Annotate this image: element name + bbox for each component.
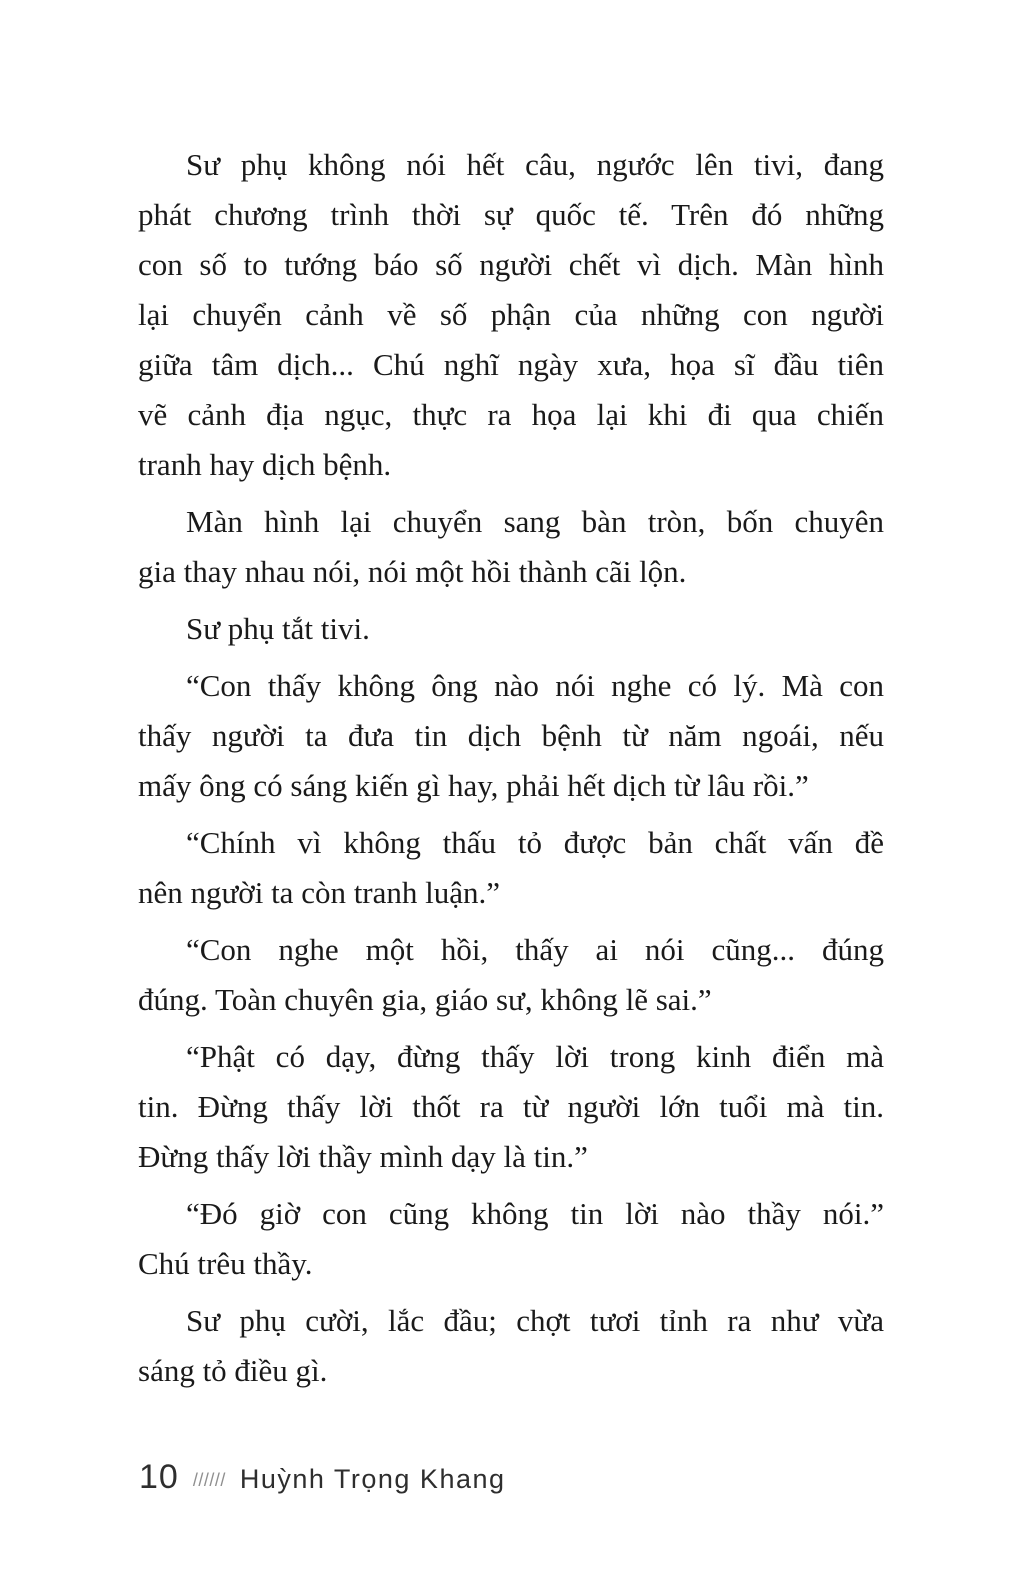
paragraph — [138, 604, 884, 654]
page-number: 10 — [139, 1458, 179, 1496]
text-line: phát chương trình thời sự quốc tế. Trên đó những — [138, 197, 884, 232]
text-line: Chú trêu thầy. — [138, 1246, 313, 1281]
author-name: Huỳnh Trọng Khang — [239, 1464, 506, 1494]
text-line: vẽ cảnh địa ngục, thực ra họa lại khi đi qua chiến — [138, 397, 884, 432]
text-line: “Phật có dạy, đừng thấy lời trong kinh điển mà — [186, 1039, 884, 1074]
slashes-ornament: ////// — [192, 1470, 226, 1490]
text-line: sáng tỏ điều gì. — [138, 1353, 328, 1388]
text-line: tranh hay dịch bệnh. — [138, 447, 392, 482]
text-line: lại chuyển cảnh về số phận của những con người — [138, 297, 884, 332]
text-line: “Đó giờ con cũng không tin lời nào thầy nói.” — [186, 1196, 884, 1231]
text-line: giữa tâm dịch... Chú nghĩ ngày xưa, họa sĩ đầu tiên — [138, 347, 884, 382]
paragraph — [138, 661, 884, 811]
paragraph — [138, 1296, 884, 1396]
text-line: “Con nghe một hồi, thấy ai nói cũng... đúng — [186, 932, 884, 967]
paragraph — [138, 818, 884, 918]
text-line: Sư phụ cười, lắc đầu; chợt tươi tỉnh ra như vừa — [186, 1303, 884, 1338]
text-line: gia thay nhau nói, nói một hồi thành cãi lộn. — [138, 554, 687, 589]
page-footer — [139, 1458, 506, 1497]
paragraph — [138, 140, 884, 490]
text-line: đúng. Toàn chuyên gia, giáo sư, không lẽ sai.” — [138, 982, 712, 1017]
text-line: “Chính vì không thấu tỏ được bản chất vấn đề — [186, 825, 884, 860]
text-line: con số to tướng báo số người chết vì dịch. Màn hình — [138, 247, 884, 282]
paragraph — [138, 1189, 884, 1289]
text-line: Sư phụ tắt tivi. — [186, 611, 370, 646]
paragraph — [138, 1032, 884, 1182]
body-text — [138, 140, 884, 1396]
paragraph — [138, 497, 884, 597]
text-line: Đừng thấy lời thầy mình dạy là tin.” — [138, 1139, 588, 1174]
paragraph — [138, 925, 884, 1025]
text-line: Sư phụ không nói hết câu, ngước lên tivi, đang — [186, 147, 884, 182]
text-line: nên người ta còn tranh luận.” — [138, 875, 501, 910]
text-line: tin. Đừng thấy lời thốt ra từ người lớn tuổi mà tin. — [138, 1089, 884, 1124]
text-line: Màn hình lại chuyển sang bàn tròn, bốn chuyên — [186, 504, 884, 539]
text-line: thấy người ta đưa tin dịch bệnh từ năm ngoái, nếu — [138, 718, 884, 753]
text-line: mấy ông có sáng kiến gì hay, phải hết dịch từ lâu rồi.” — [138, 768, 809, 803]
text-line: “Con thấy không ông nào nói nghe có lý. Mà con — [186, 668, 884, 703]
